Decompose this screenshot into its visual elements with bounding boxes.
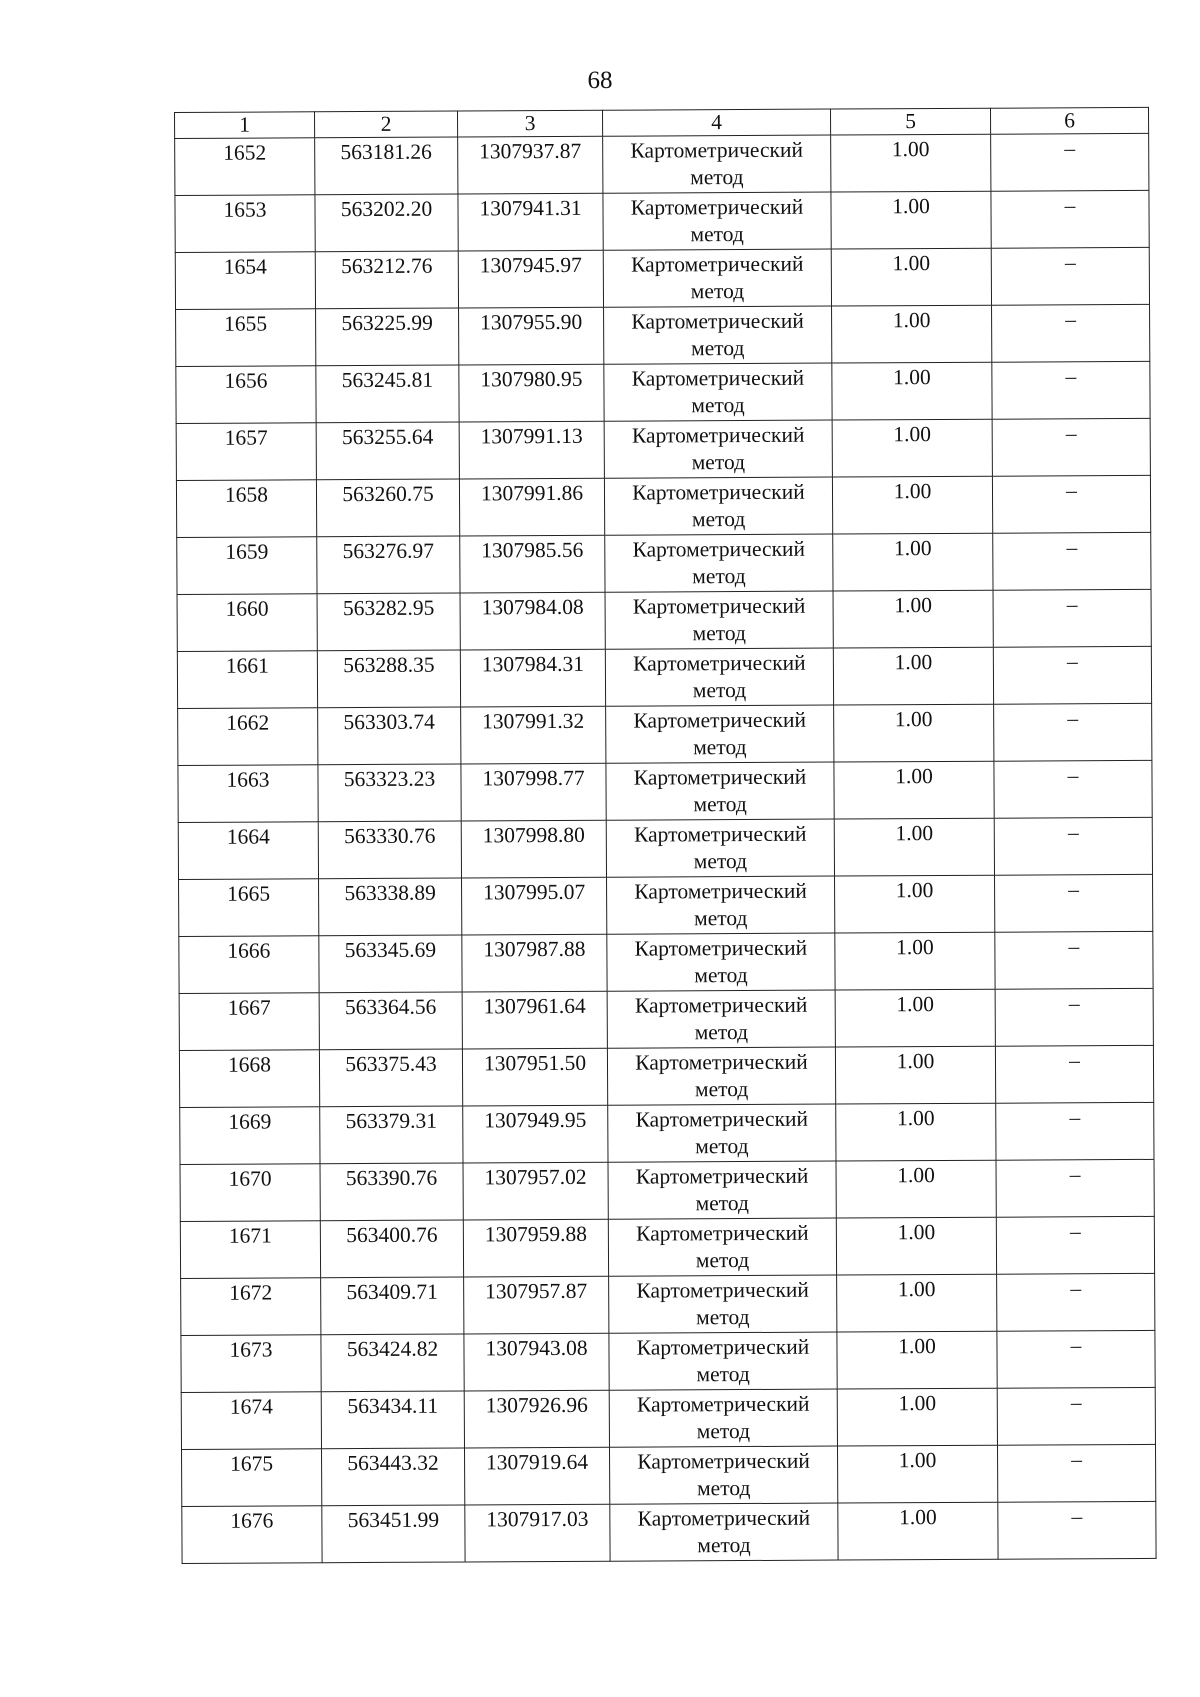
x-coordinate-cell: 563364.56 (319, 992, 462, 1050)
method-text-line2: метод (691, 507, 746, 532)
point-number-cell: 1671 (180, 1221, 320, 1279)
method-text-line2: метод (690, 165, 744, 190)
table-row (179, 988, 1153, 1050)
note-cell: – (994, 703, 1152, 761)
x-coordinate-cell: 563409.71 (321, 1277, 464, 1335)
accuracy-cell: 1.00 (835, 875, 995, 933)
method-cell (609, 1389, 837, 1447)
method-cell (605, 534, 833, 592)
y-coordinate-cell: 1307951.50 (462, 1048, 607, 1106)
method-text-line1: Картометрический (630, 251, 804, 277)
accuracy-cell: 1.00 (835, 989, 995, 1047)
x-coordinate-cell: 563323.23 (318, 764, 461, 822)
accuracy-cell: 1.00 (831, 248, 991, 306)
note-cell: – (991, 247, 1149, 305)
point-number-cell: 1668 (179, 1050, 319, 1108)
note-cell: – (997, 1273, 1155, 1331)
note-cell: – (993, 589, 1151, 647)
accuracy-cell: 1.00 (836, 1160, 996, 1218)
method-text-line1: Картометрический (633, 821, 807, 847)
accuracy-cell: 1.00 (834, 818, 994, 876)
method-text-line1: Картометрический (636, 1277, 809, 1303)
method-text-line2: метод (694, 1077, 749, 1102)
page-number: 68 (587, 67, 613, 94)
point-number-cell: 1660 (177, 594, 317, 652)
point-number-cell: 1658 (176, 480, 316, 538)
y-coordinate-cell: 1307998.80 (461, 820, 606, 878)
table-row (176, 418, 1150, 480)
method-text-line2: метод (693, 792, 747, 817)
note-cell: – (995, 931, 1153, 989)
method-text-line1: Картометрический (634, 935, 808, 961)
point-number-cell: 1657 (176, 423, 316, 481)
note-cell: – (995, 1045, 1153, 1103)
x-coordinate-cell: 563375.43 (319, 1049, 462, 1107)
method-text-line2: метод (693, 735, 747, 760)
point-number-cell: 1673 (181, 1335, 321, 1393)
point-number-cell: 1674 (181, 1392, 321, 1450)
note-cell: – (997, 1387, 1155, 1445)
x-coordinate-cell: 563260.75 (316, 479, 459, 537)
method-cell (603, 135, 831, 193)
method-text-line1: Картометрический (633, 707, 806, 733)
method-text-line2: метод (695, 1248, 750, 1273)
method-text-line1: Картометрический (632, 479, 805, 505)
table-row (178, 703, 1152, 765)
method-text-line2: метод (691, 450, 746, 475)
method-text-line2: метод (693, 849, 748, 874)
method-cell (604, 363, 832, 421)
accuracy-cell: 1.00 (833, 590, 993, 648)
method-text-line2: метод (693, 906, 748, 931)
y-coordinate-cell: 1307991.32 (461, 706, 606, 764)
point-number-cell: 1654 (175, 252, 315, 310)
accuracy-cell: 1.00 (837, 1388, 997, 1446)
method-text-line2: метод (691, 393, 745, 418)
table-row (175, 247, 1149, 309)
method-text-line1: Картометрический (634, 992, 808, 1018)
column-header: 5 (830, 108, 990, 135)
coordinates-table (174, 107, 1157, 1564)
table-row (177, 532, 1151, 594)
method-text-line2: метод (695, 1134, 749, 1159)
note-cell: – (992, 304, 1150, 362)
point-number-cell: 1656 (176, 366, 316, 424)
method-text-line1: Картометрический (635, 1049, 808, 1075)
accuracy-cell: 1.00 (832, 362, 992, 420)
method-cell (604, 420, 832, 478)
method-text-line2: метод (696, 1362, 750, 1387)
accuracy-cell: 1.00 (836, 1103, 996, 1161)
method-cell (603, 192, 831, 250)
method-cell (607, 933, 835, 991)
point-number-cell: 1672 (181, 1278, 321, 1336)
point-number-cell: 1670 (180, 1164, 320, 1222)
table-row (178, 817, 1152, 879)
y-coordinate-cell: 1307985.56 (460, 535, 605, 593)
point-number-cell: 1667 (179, 993, 319, 1051)
table-row (179, 1045, 1153, 1107)
x-coordinate-cell: 563434.11 (321, 1391, 464, 1449)
accuracy-cell: 1.00 (834, 761, 994, 819)
method-text-line1: Картометрический (634, 878, 807, 904)
table-row (181, 1387, 1155, 1449)
note-cell: – (997, 1444, 1155, 1502)
method-cell (606, 762, 834, 820)
method-text-line1: Картометрический (632, 536, 806, 562)
point-number-cell: 1666 (179, 936, 319, 994)
method-text-line2: метод (694, 963, 748, 988)
method-text-line1: Картометрический (636, 1334, 810, 1360)
table-row (181, 1330, 1155, 1392)
note-cell: – (998, 1501, 1156, 1559)
table-row (179, 874, 1153, 936)
accuracy-cell: 1.00 (833, 533, 993, 591)
method-cell (607, 876, 835, 934)
table-row (180, 1159, 1154, 1221)
method-text-line1: Картометрический (637, 1505, 811, 1531)
accuracy-cell: 1.00 (831, 134, 991, 192)
y-coordinate-cell: 1307943.08 (464, 1333, 609, 1391)
method-cell (608, 1104, 836, 1162)
x-coordinate-cell: 563245.81 (316, 365, 459, 423)
x-coordinate-cell: 563400.76 (320, 1220, 463, 1278)
x-coordinate-cell: 563443.32 (322, 1448, 465, 1506)
x-coordinate-cell: 563303.74 (318, 707, 461, 765)
note-cell: – (995, 988, 1153, 1046)
y-coordinate-cell: 1307926.96 (464, 1390, 609, 1448)
note-cell: – (994, 817, 1152, 875)
y-coordinate-cell: 1307919.64 (464, 1447, 609, 1505)
table-row (177, 646, 1151, 708)
column-header: 3 (457, 110, 602, 137)
column-header: 6 (990, 107, 1148, 134)
method-text-line1: Картометрический (631, 365, 805, 391)
note-cell: – (996, 1216, 1154, 1274)
accuracy-cell: 1.00 (833, 647, 993, 705)
table-row (176, 304, 1150, 366)
table-row (176, 361, 1150, 423)
y-coordinate-cell: 1307959.88 (463, 1219, 608, 1277)
table-row (178, 760, 1152, 822)
table-row (180, 1102, 1154, 1164)
note-cell: – (992, 475, 1150, 533)
table-row (175, 133, 1149, 195)
method-text-line1: Картометрический (635, 1106, 809, 1132)
table-row (182, 1444, 1156, 1506)
x-coordinate-cell: 563345.69 (319, 935, 462, 993)
x-coordinate-cell: 563212.76 (315, 251, 458, 309)
y-coordinate-cell: 1307945.97 (458, 250, 603, 308)
point-number-cell: 1665 (179, 879, 319, 937)
method-cell (609, 1446, 837, 1504)
note-cell: – (992, 418, 1150, 476)
table-row (177, 589, 1151, 651)
y-coordinate-cell: 1307937.87 (458, 136, 603, 194)
method-text-line1: Картометрический (632, 593, 806, 619)
point-number-cell: 1669 (180, 1107, 320, 1165)
point-number-cell: 1659 (177, 537, 317, 595)
x-coordinate-cell: 563338.89 (319, 878, 462, 936)
accuracy-cell: 1.00 (835, 1046, 995, 1104)
method-text-line2: метод (692, 678, 747, 703)
column-header: 4 (602, 109, 830, 136)
y-coordinate-cell: 1307955.90 (459, 307, 604, 365)
table-row (182, 1501, 1156, 1563)
point-number-cell: 1663 (178, 765, 318, 823)
method-text-line1: Картометрический (636, 1220, 809, 1246)
method-text-line1: Картометрический (630, 137, 804, 163)
y-coordinate-cell: 1307941.31 (458, 193, 603, 251)
method-text-line2: метод (691, 336, 745, 361)
note-cell: – (993, 532, 1151, 590)
y-coordinate-cell: 1307995.07 (462, 877, 607, 935)
method-cell (608, 1218, 836, 1276)
note-cell: – (991, 133, 1149, 191)
accuracy-cell: 1.00 (832, 476, 992, 534)
method-text-line2: метод (692, 564, 746, 589)
note-cell: – (993, 646, 1151, 704)
method-text-line1: Картометрический (637, 1448, 810, 1474)
point-number-cell: 1664 (178, 822, 318, 880)
x-coordinate-cell: 563330.76 (318, 821, 461, 879)
y-coordinate-cell: 1307984.31 (460, 649, 605, 707)
table-row (180, 1216, 1154, 1278)
y-coordinate-cell: 1307998.77 (461, 763, 606, 821)
x-coordinate-cell: 563424.82 (321, 1334, 464, 1392)
y-coordinate-cell: 1307991.13 (459, 421, 604, 479)
method-cell (604, 306, 832, 364)
method-text-line2: метод (695, 1191, 749, 1216)
method-text-line2: метод (692, 621, 746, 646)
x-coordinate-cell: 563288.35 (317, 650, 460, 708)
table-row (176, 475, 1150, 537)
accuracy-cell: 1.00 (838, 1502, 998, 1560)
note-cell: – (994, 760, 1152, 818)
accuracy-cell: 1.00 (835, 932, 995, 990)
method-cell (607, 1047, 835, 1105)
method-text-line2: метод (697, 1533, 751, 1558)
method-text-line2: метод (690, 222, 744, 247)
table-row (179, 931, 1153, 993)
note-cell: – (995, 874, 1153, 932)
y-coordinate-cell: 1307980.95 (459, 364, 604, 422)
point-number-cell: 1675 (182, 1449, 322, 1507)
y-coordinate-cell: 1307917.03 (465, 1504, 610, 1562)
method-text-line1: Картометрический (631, 422, 805, 448)
x-coordinate-cell: 563390.76 (320, 1163, 463, 1221)
x-coordinate-cell: 563202.20 (315, 194, 458, 252)
accuracy-cell: 1.00 (832, 305, 992, 363)
accuracy-cell: 1.00 (834, 704, 994, 762)
x-coordinate-cell: 563225.99 (316, 308, 459, 366)
x-coordinate-cell: 563255.64 (316, 422, 459, 480)
method-cell (609, 1332, 837, 1390)
x-coordinate-cell: 563276.97 (317, 536, 460, 594)
method-text-line2: метод (694, 1020, 749, 1045)
accuracy-cell: 1.00 (832, 419, 992, 477)
x-coordinate-cell: 563451.99 (322, 1505, 465, 1563)
table-row (175, 190, 1149, 252)
y-coordinate-cell: 1307957.02 (463, 1162, 608, 1220)
note-cell: – (997, 1330, 1155, 1388)
x-coordinate-cell: 563379.31 (320, 1106, 463, 1164)
method-cell (606, 705, 834, 763)
x-coordinate-cell: 563282.95 (317, 593, 460, 651)
y-coordinate-cell: 1307949.95 (463, 1105, 608, 1163)
note-cell: – (992, 361, 1150, 419)
method-cell (610, 1503, 838, 1561)
y-coordinate-cell: 1307961.64 (462, 991, 607, 1049)
point-number-cell: 1652 (175, 138, 315, 196)
method-cell (609, 1275, 837, 1333)
y-coordinate-cell: 1307984.08 (460, 592, 605, 650)
point-number-cell: 1661 (177, 651, 317, 709)
method-text-line1: Картометрический (631, 308, 804, 334)
method-text-line1: Картометрический (635, 1163, 809, 1189)
method-cell (608, 1161, 836, 1219)
method-cell (604, 477, 832, 535)
method-text-line1: Картометрический (630, 194, 804, 220)
note-cell: – (996, 1102, 1154, 1160)
accuracy-cell: 1.00 (831, 191, 991, 249)
method-cell (607, 990, 835, 1048)
accuracy-cell: 1.00 (837, 1445, 997, 1503)
method-cell (606, 819, 834, 877)
method-text-line2: метод (690, 279, 745, 304)
column-header: 1 (175, 112, 315, 139)
method-cell (605, 591, 833, 649)
column-header: 2 (315, 111, 458, 138)
method-text-line1: Картометрический (633, 764, 807, 790)
y-coordinate-cell: 1307991.86 (459, 478, 604, 536)
y-coordinate-cell: 1307987.88 (462, 934, 607, 992)
point-number-cell: 1655 (176, 309, 316, 367)
method-cell (603, 249, 831, 307)
accuracy-cell: 1.00 (836, 1217, 996, 1275)
method-text-line2: метод (696, 1476, 751, 1501)
note-cell: – (996, 1159, 1154, 1217)
method-cell (605, 648, 833, 706)
method-text-line2: метод (696, 1419, 751, 1444)
point-number-cell: 1653 (175, 195, 315, 253)
table-row (181, 1273, 1155, 1335)
y-coordinate-cell: 1307957.87 (464, 1276, 609, 1334)
method-text-line1: Картометрический (636, 1391, 810, 1417)
method-text-line2: метод (696, 1305, 750, 1330)
x-coordinate-cell: 563181.26 (315, 137, 458, 195)
point-number-cell: 1662 (178, 708, 318, 766)
note-cell: – (991, 190, 1149, 248)
method-text-line1: Картометрический (633, 650, 806, 676)
accuracy-cell: 1.00 (837, 1274, 997, 1332)
accuracy-cell: 1.00 (837, 1331, 997, 1389)
point-number-cell: 1676 (182, 1506, 322, 1564)
